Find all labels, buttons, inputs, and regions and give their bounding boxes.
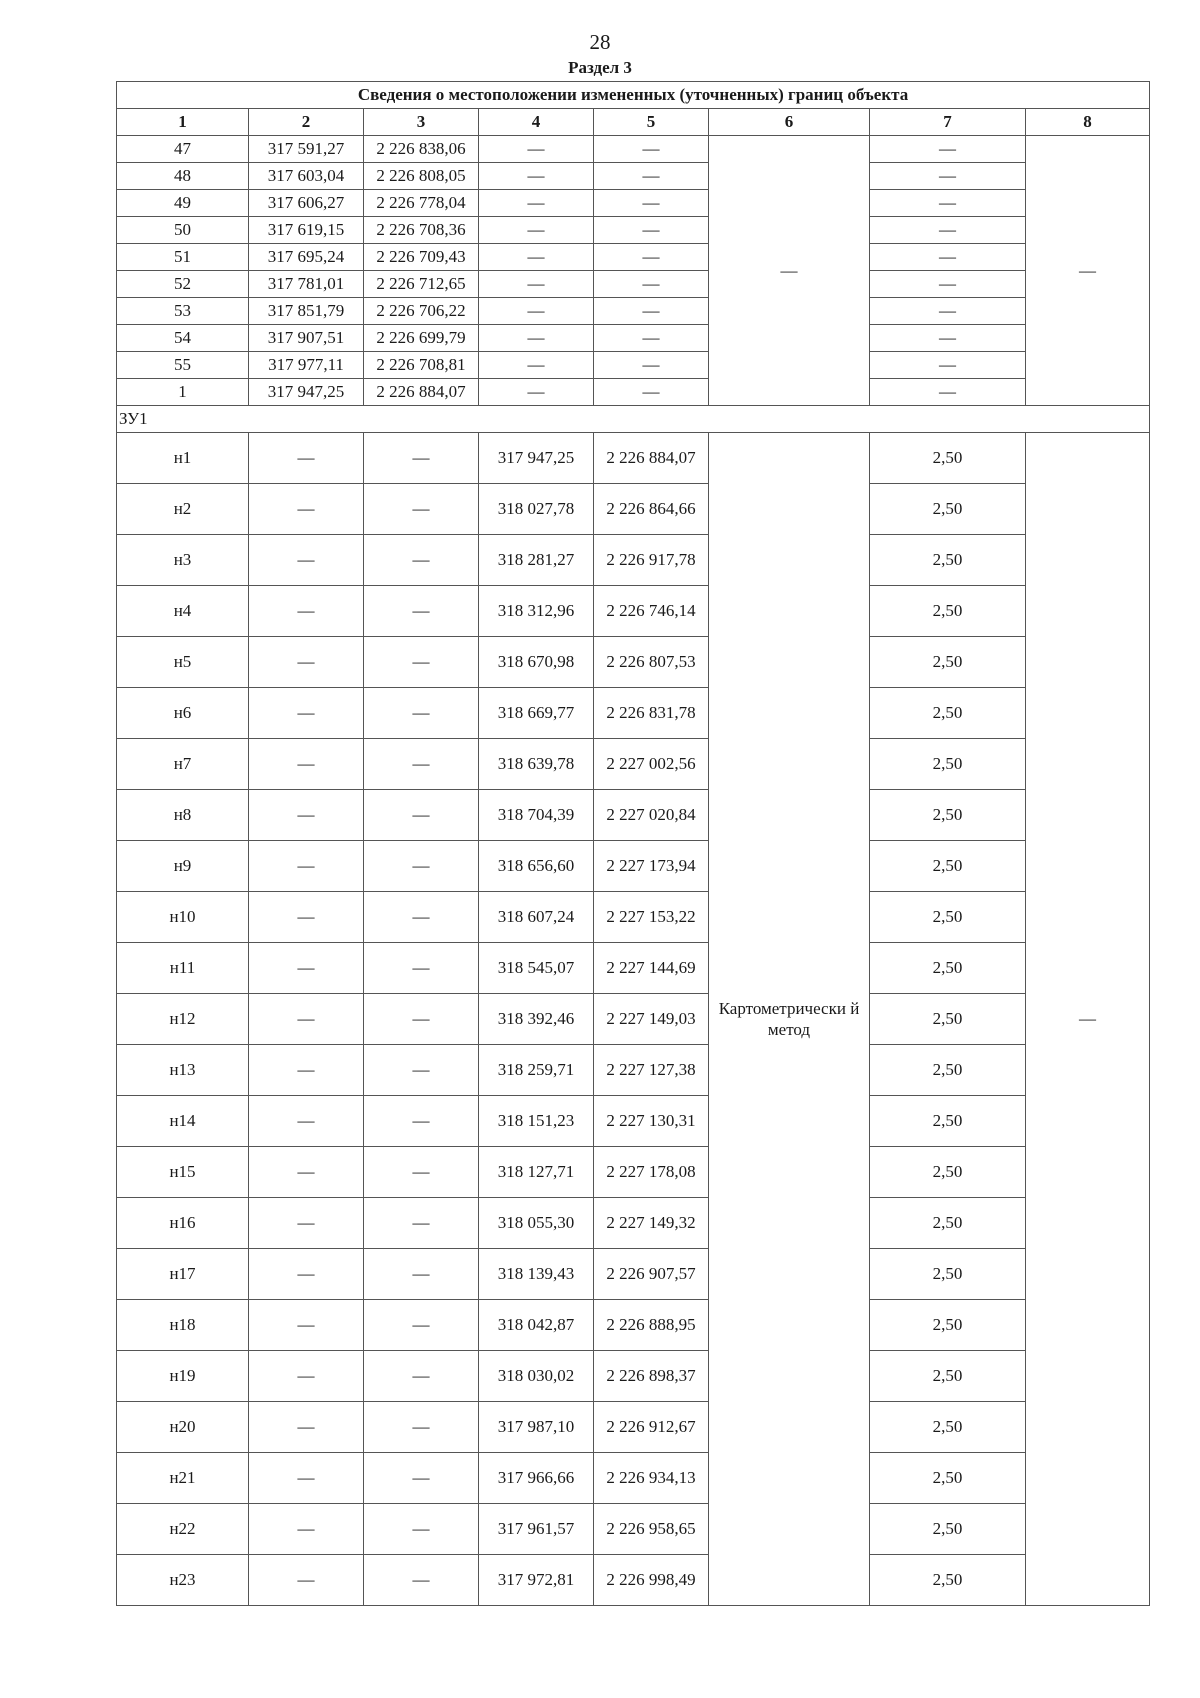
y-new-cell: 2 227 149,32 — [594, 1198, 709, 1249]
x-new-cell: 317 972,81 — [479, 1555, 594, 1606]
x-old-cell: — — [249, 1402, 364, 1453]
x-new-cell: 318 669,77 — [479, 688, 594, 739]
accuracy-cell: 2,50 — [870, 1555, 1026, 1606]
point-number-cell: н5 — [117, 637, 249, 688]
accuracy-cell: 2,50 — [870, 586, 1026, 637]
y-old-cell: — — [364, 433, 479, 484]
y-old-cell: — — [364, 892, 479, 943]
x-old-cell: — — [249, 790, 364, 841]
y-new-cell: 2 226 917,78 — [594, 535, 709, 586]
y-new-cell: — — [594, 217, 709, 244]
y-old-cell: — — [364, 1504, 479, 1555]
table-row — [117, 1351, 1150, 1402]
accuracy-cell: 2,50 — [870, 1402, 1026, 1453]
x-new-cell: 318 392,46 — [479, 994, 594, 1045]
page-number: 28 — [589, 30, 611, 54]
table-row — [117, 190, 1150, 217]
y-old-cell: — — [364, 637, 479, 688]
x-new-cell: 318 670,98 — [479, 637, 594, 688]
table-row — [117, 163, 1150, 190]
x-old-cell: 317 947,25 — [249, 379, 364, 406]
accuracy-cell: 2,50 — [870, 1045, 1026, 1096]
accuracy-cell: 2,50 — [870, 739, 1026, 790]
y-old-cell: 2 226 708,81 — [364, 352, 479, 379]
table-row — [117, 271, 1150, 298]
table-row — [117, 1300, 1150, 1351]
accuracy-cell: 2,50 — [870, 433, 1026, 484]
table-row — [117, 298, 1150, 325]
method-cell: Картометрически й метод — [709, 433, 870, 1606]
y-new-cell: 2 227 173,94 — [594, 841, 709, 892]
column-8-cell: — — [1026, 136, 1150, 406]
y-old-cell: 2 226 712,65 — [364, 271, 479, 298]
point-number-cell: 52 — [117, 271, 249, 298]
y-new-cell: 2 226 998,49 — [594, 1555, 709, 1606]
accuracy-cell: 2,50 — [870, 1351, 1026, 1402]
accuracy-cell: 2,50 — [870, 1453, 1026, 1504]
x-new-cell: 317 987,10 — [479, 1402, 594, 1453]
x-old-cell: — — [249, 1147, 364, 1198]
subsection-label: ЗУ1 — [117, 406, 1150, 433]
accuracy-cell: 2,50 — [870, 1147, 1026, 1198]
table-caption-row — [117, 82, 1150, 109]
y-new-cell: 2 227 144,69 — [594, 943, 709, 994]
y-new-cell: 2 227 153,22 — [594, 892, 709, 943]
y-new-cell: 2 226 807,53 — [594, 637, 709, 688]
x-new-cell: — — [479, 325, 594, 352]
accuracy-cell: — — [870, 298, 1026, 325]
point-number-cell: 49 — [117, 190, 249, 217]
x-new-cell: 318 281,27 — [479, 535, 594, 586]
point-number-cell: н13 — [117, 1045, 249, 1096]
x-old-cell: 317 781,01 — [249, 271, 364, 298]
x-new-cell: — — [479, 217, 594, 244]
y-old-cell: — — [364, 841, 479, 892]
point-number-cell: н1 — [117, 433, 249, 484]
y-old-cell: — — [364, 1147, 479, 1198]
table-row — [117, 994, 1150, 1045]
column-8-cell: — — [1026, 433, 1150, 1606]
table-row — [117, 244, 1150, 271]
x-new-cell: — — [479, 163, 594, 190]
y-old-cell: — — [364, 1453, 479, 1504]
column-number: 1 — [117, 109, 249, 136]
x-new-cell: 318 607,24 — [479, 892, 594, 943]
column-number: 4 — [479, 109, 594, 136]
x-new-cell: — — [479, 244, 594, 271]
point-number-cell: 55 — [117, 352, 249, 379]
point-number-cell: н4 — [117, 586, 249, 637]
x-new-cell: 318 639,78 — [479, 739, 594, 790]
x-new-cell: — — [479, 298, 594, 325]
accuracy-cell: 2,50 — [870, 892, 1026, 943]
y-old-cell: 2 226 708,36 — [364, 217, 479, 244]
point-number-cell: н17 — [117, 1249, 249, 1300]
y-new-cell: 2 226 831,78 — [594, 688, 709, 739]
accuracy-cell: — — [870, 136, 1026, 163]
y-new-cell: — — [594, 163, 709, 190]
x-new-cell: 318 704,39 — [479, 790, 594, 841]
x-new-cell: 318 042,87 — [479, 1300, 594, 1351]
column-number: 5 — [594, 109, 709, 136]
y-old-cell: — — [364, 688, 479, 739]
table-row — [117, 1504, 1150, 1555]
table-row — [117, 688, 1150, 739]
table-row — [117, 217, 1150, 244]
x-old-cell: 317 603,04 — [249, 163, 364, 190]
table-row — [117, 535, 1150, 586]
x-old-cell: — — [249, 433, 364, 484]
table-row — [117, 586, 1150, 637]
point-number-cell: 54 — [117, 325, 249, 352]
point-number-cell: 51 — [117, 244, 249, 271]
y-old-cell: 2 226 778,04 — [364, 190, 479, 217]
x-old-cell: — — [249, 1249, 364, 1300]
point-number-cell: н15 — [117, 1147, 249, 1198]
accuracy-cell: 2,50 — [870, 994, 1026, 1045]
x-old-cell: — — [249, 1300, 364, 1351]
accuracy-cell: 2,50 — [870, 1504, 1026, 1555]
y-old-cell: 2 226 709,43 — [364, 244, 479, 271]
y-new-cell: 2 227 178,08 — [594, 1147, 709, 1198]
x-old-cell: — — [249, 535, 364, 586]
table-row — [117, 352, 1150, 379]
y-new-cell: 2 227 130,31 — [594, 1096, 709, 1147]
table-row — [117, 1045, 1150, 1096]
y-old-cell: — — [364, 1249, 479, 1300]
x-old-cell: 317 619,15 — [249, 217, 364, 244]
accuracy-cell: 2,50 — [870, 790, 1026, 841]
y-old-cell: — — [364, 1300, 479, 1351]
x-new-cell: 318 127,71 — [479, 1147, 594, 1198]
x-old-cell: — — [249, 943, 364, 994]
point-number-cell: н16 — [117, 1198, 249, 1249]
accuracy-cell: 2,50 — [870, 1249, 1026, 1300]
point-number-cell: н10 — [117, 892, 249, 943]
x-new-cell: 318 027,78 — [479, 484, 594, 535]
table-row — [117, 1453, 1150, 1504]
table-row — [117, 790, 1150, 841]
x-new-cell: 318 259,71 — [479, 1045, 594, 1096]
x-old-cell: 317 591,27 — [249, 136, 364, 163]
y-new-cell: 2 227 127,38 — [594, 1045, 709, 1096]
table-row — [117, 325, 1150, 352]
table-row — [117, 136, 1150, 163]
table-row — [117, 1402, 1150, 1453]
point-number-cell: н19 — [117, 1351, 249, 1402]
point-number-cell: 47 — [117, 136, 249, 163]
x-new-cell: 318 656,60 — [479, 841, 594, 892]
point-number-cell: н20 — [117, 1402, 249, 1453]
point-number-cell: н3 — [117, 535, 249, 586]
point-number-cell: н2 — [117, 484, 249, 535]
accuracy-cell: — — [870, 352, 1026, 379]
table-row — [117, 1249, 1150, 1300]
y-old-cell: 2 226 838,06 — [364, 136, 479, 163]
x-new-cell: — — [479, 379, 594, 406]
column-number: 2 — [249, 109, 364, 136]
y-old-cell: 2 226 808,05 — [364, 163, 479, 190]
accuracy-cell: — — [870, 190, 1026, 217]
accuracy-cell: 2,50 — [870, 943, 1026, 994]
x-old-cell: 317 606,27 — [249, 190, 364, 217]
table-row — [117, 739, 1150, 790]
accuracy-cell: — — [870, 163, 1026, 190]
y-new-cell: 2 226 934,13 — [594, 1453, 709, 1504]
y-new-cell: 2 227 149,03 — [594, 994, 709, 1045]
column-number: 8 — [1026, 109, 1150, 136]
x-old-cell: — — [249, 637, 364, 688]
y-old-cell: 2 226 699,79 — [364, 325, 479, 352]
x-old-cell: — — [249, 841, 364, 892]
y-new-cell: — — [594, 136, 709, 163]
table-caption: Сведения о местоположении измененных (уточненных) границ объекта — [117, 82, 1150, 109]
y-new-cell: — — [594, 352, 709, 379]
column-number: 7 — [870, 109, 1026, 136]
point-number-cell: н6 — [117, 688, 249, 739]
point-number-cell: 50 — [117, 217, 249, 244]
accuracy-cell: — — [870, 325, 1026, 352]
accuracy-cell: 2,50 — [870, 841, 1026, 892]
table-row — [117, 1096, 1150, 1147]
y-old-cell: — — [364, 586, 479, 637]
point-number-cell: н18 — [117, 1300, 249, 1351]
column-number: 3 — [364, 109, 479, 136]
table-row — [117, 841, 1150, 892]
x-new-cell: — — [479, 271, 594, 298]
section-title: Раздел 3 — [568, 58, 632, 77]
y-old-cell: — — [364, 943, 479, 994]
x-old-cell: — — [249, 484, 364, 535]
x-new-cell: 317 947,25 — [479, 433, 594, 484]
x-new-cell: 318 312,96 — [479, 586, 594, 637]
x-old-cell: — — [249, 1453, 364, 1504]
x-old-cell: 317 851,79 — [249, 298, 364, 325]
y-new-cell: 2 226 907,57 — [594, 1249, 709, 1300]
point-number-cell: 53 — [117, 298, 249, 325]
x-old-cell: — — [249, 1555, 364, 1606]
accuracy-cell: — — [870, 271, 1026, 298]
x-old-cell: 317 977,11 — [249, 352, 364, 379]
x-new-cell: 318 151,23 — [479, 1096, 594, 1147]
accuracy-cell: 2,50 — [870, 1300, 1026, 1351]
method-cell: — — [709, 136, 870, 406]
y-new-cell: — — [594, 379, 709, 406]
x-new-cell: 318 055,30 — [479, 1198, 594, 1249]
x-new-cell: 318 139,43 — [479, 1249, 594, 1300]
y-old-cell: 2 226 706,22 — [364, 298, 479, 325]
y-old-cell: — — [364, 1402, 479, 1453]
x-new-cell: 318 030,02 — [479, 1351, 594, 1402]
y-new-cell: 2 226 746,14 — [594, 586, 709, 637]
y-new-cell: 2 227 020,84 — [594, 790, 709, 841]
point-number-cell: н8 — [117, 790, 249, 841]
y-old-cell: — — [364, 484, 479, 535]
y-new-cell: — — [594, 271, 709, 298]
y-new-cell: 2 226 884,07 — [594, 433, 709, 484]
accuracy-cell: — — [870, 217, 1026, 244]
y-old-cell: — — [364, 1198, 479, 1249]
y-old-cell: — — [364, 994, 479, 1045]
accuracy-cell: 2,50 — [870, 688, 1026, 739]
x-old-cell: — — [249, 586, 364, 637]
y-new-cell: 2 227 002,56 — [594, 739, 709, 790]
column-number: 6 — [709, 109, 870, 136]
x-old-cell: — — [249, 688, 364, 739]
table-row — [117, 892, 1150, 943]
y-old-cell: — — [364, 1555, 479, 1606]
x-old-cell: — — [249, 1351, 364, 1402]
boundary-points-table — [116, 81, 1150, 1606]
x-old-cell: — — [249, 1504, 364, 1555]
y-new-cell: 2 226 864,66 — [594, 484, 709, 535]
y-old-cell: 2 226 884,07 — [364, 379, 479, 406]
point-number-cell: н11 — [117, 943, 249, 994]
table-row — [117, 379, 1150, 406]
table-row — [117, 637, 1150, 688]
point-number-cell: 1 — [117, 379, 249, 406]
x-old-cell: — — [249, 1096, 364, 1147]
accuracy-cell: 2,50 — [870, 637, 1026, 688]
y-old-cell: — — [364, 1096, 479, 1147]
subsection-row — [117, 406, 1150, 433]
x-new-cell: — — [479, 352, 594, 379]
y-new-cell: — — [594, 325, 709, 352]
x-old-cell: — — [249, 739, 364, 790]
y-old-cell: — — [364, 790, 479, 841]
x-new-cell: 317 966,66 — [479, 1453, 594, 1504]
y-old-cell: — — [364, 1045, 479, 1096]
y-old-cell: — — [364, 1351, 479, 1402]
table-row — [117, 1198, 1150, 1249]
table-row — [117, 1147, 1150, 1198]
x-new-cell: — — [479, 190, 594, 217]
x-new-cell: — — [479, 136, 594, 163]
accuracy-cell: — — [870, 244, 1026, 271]
y-new-cell: 2 226 898,37 — [594, 1351, 709, 1402]
x-old-cell: 317 695,24 — [249, 244, 364, 271]
table-row — [117, 433, 1150, 484]
y-new-cell: — — [594, 190, 709, 217]
y-new-cell: — — [594, 298, 709, 325]
y-new-cell: — — [594, 244, 709, 271]
accuracy-cell: 2,50 — [870, 1198, 1026, 1249]
accuracy-cell: — — [870, 379, 1026, 406]
y-new-cell: 2 226 888,95 — [594, 1300, 709, 1351]
y-old-cell: — — [364, 535, 479, 586]
accuracy-cell: 2,50 — [870, 535, 1026, 586]
x-old-cell: — — [249, 1198, 364, 1249]
x-new-cell: 317 961,57 — [479, 1504, 594, 1555]
point-number-cell: н14 — [117, 1096, 249, 1147]
x-old-cell: 317 907,51 — [249, 325, 364, 352]
accuracy-cell: 2,50 — [870, 1096, 1026, 1147]
point-number-cell: 48 — [117, 163, 249, 190]
accuracy-cell: 2,50 — [870, 484, 1026, 535]
point-number-cell: н7 — [117, 739, 249, 790]
y-new-cell: 2 226 912,67 — [594, 1402, 709, 1453]
x-new-cell: 318 545,07 — [479, 943, 594, 994]
x-old-cell: — — [249, 892, 364, 943]
point-number-cell: н22 — [117, 1504, 249, 1555]
point-number-cell: н23 — [117, 1555, 249, 1606]
table-row — [117, 1555, 1150, 1606]
point-number-cell: н9 — [117, 841, 249, 892]
y-old-cell: — — [364, 739, 479, 790]
point-number-cell: н21 — [117, 1453, 249, 1504]
column-number-row — [117, 109, 1150, 136]
x-old-cell: — — [249, 994, 364, 1045]
y-new-cell: 2 226 958,65 — [594, 1504, 709, 1555]
point-number-cell: н12 — [117, 994, 249, 1045]
table-row — [117, 484, 1150, 535]
table-row — [117, 943, 1150, 994]
x-old-cell: — — [249, 1045, 364, 1096]
